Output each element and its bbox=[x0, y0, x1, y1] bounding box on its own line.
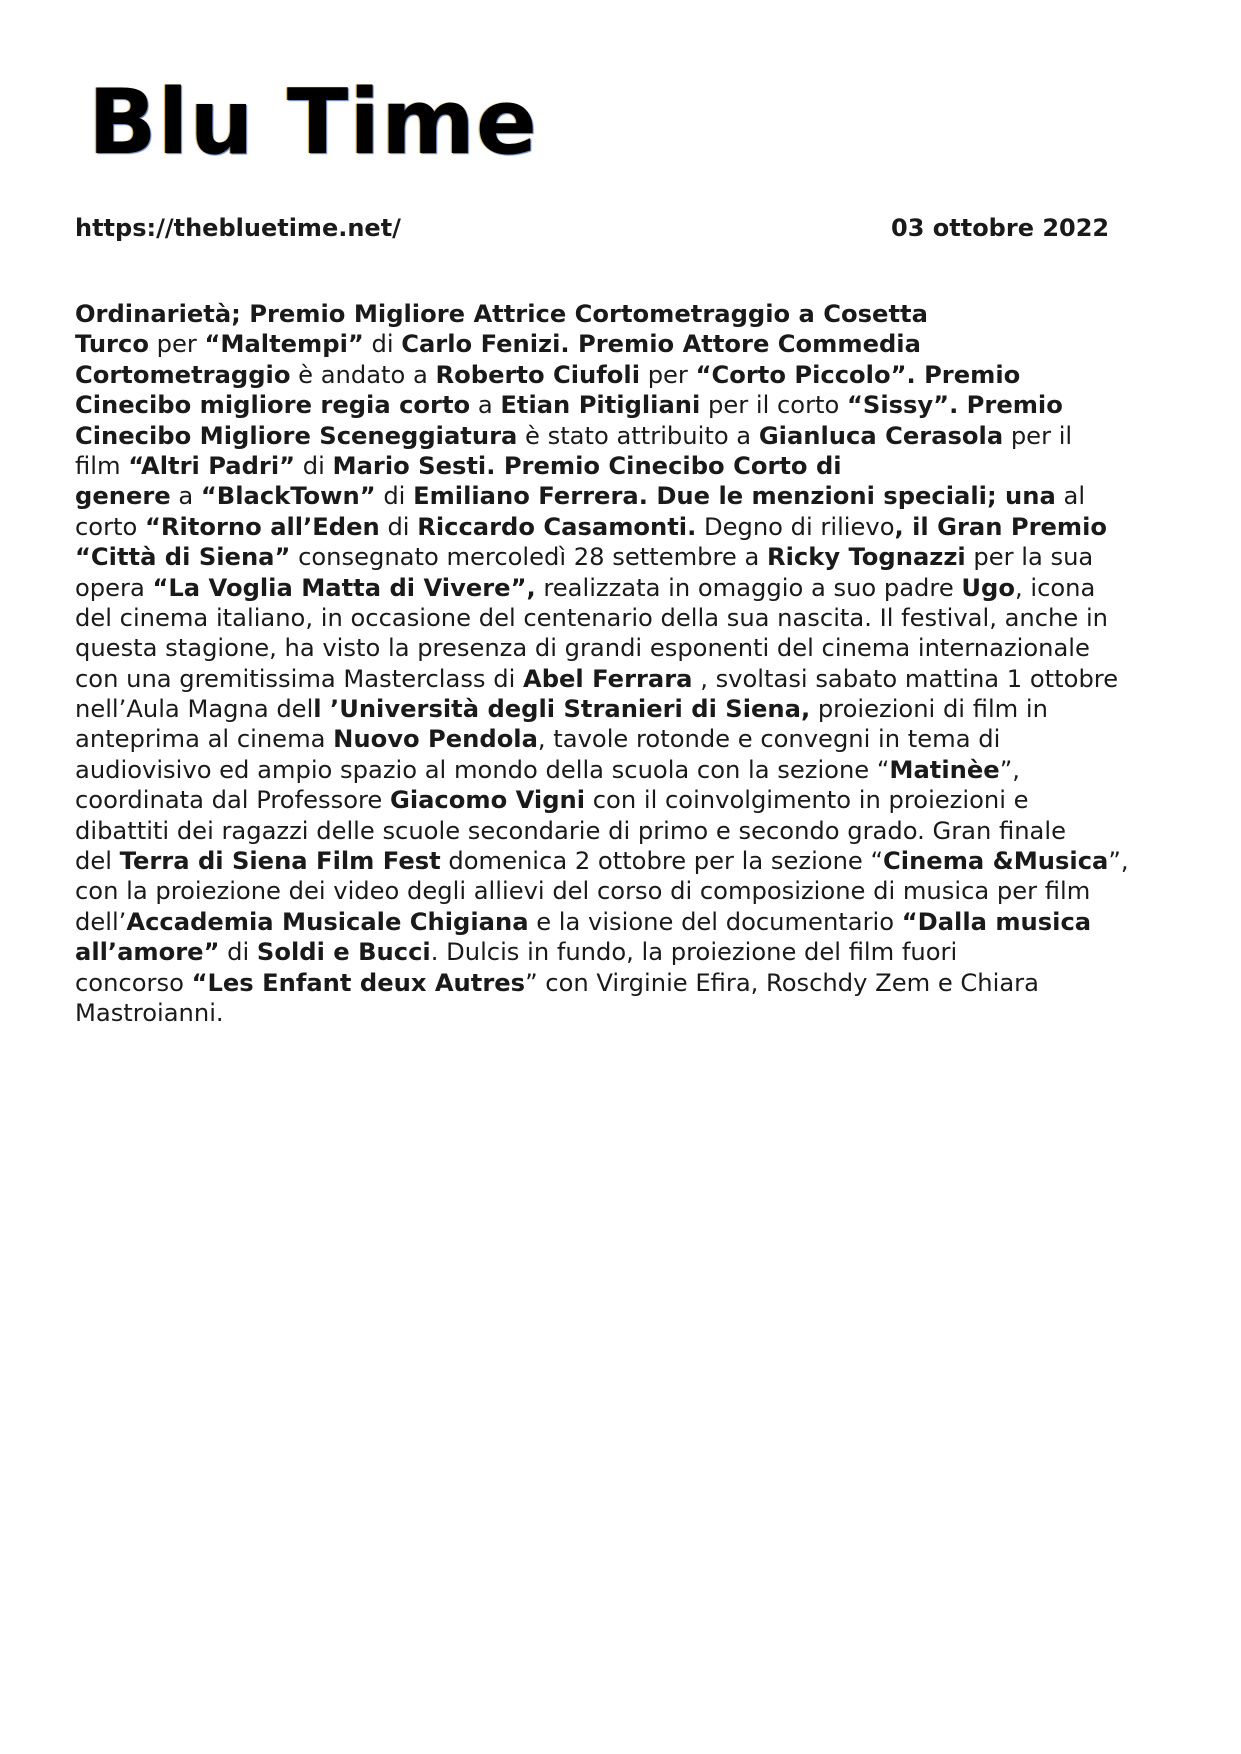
article-bold-text: “Corto Piccolo”. Premio bbox=[695, 360, 1021, 389]
article-bold-text: Etian Pitigliani bbox=[500, 391, 701, 420]
article-text: ”, bbox=[1108, 847, 1129, 876]
article-text: a bbox=[170, 482, 201, 511]
article-line bbox=[75, 573, 1175, 603]
article-line bbox=[75, 299, 1175, 329]
publication-date: 03 ottobre 2022 bbox=[891, 214, 1110, 242]
article-line bbox=[75, 633, 1175, 663]
article-line bbox=[75, 907, 1175, 937]
article-text: Degno di rilievo bbox=[696, 512, 895, 541]
article-bold-text: Ricky Tognazzi bbox=[766, 543, 966, 572]
article-text: di bbox=[295, 451, 333, 480]
article-line bbox=[75, 390, 1175, 420]
article-body bbox=[75, 299, 1175, 1028]
article-bold-text: Abel Ferrara bbox=[522, 664, 693, 693]
article-text: corto bbox=[75, 512, 146, 541]
article-text: realizzata in omaggio a suo padre bbox=[535, 573, 962, 602]
article-text: per il corto bbox=[700, 391, 847, 420]
article-text: nell’Aula Magna del bbox=[75, 695, 314, 724]
article-text: ” con Virginie Efira, Roschdy Zem e Chiara bbox=[525, 968, 1039, 997]
article-text: di bbox=[375, 482, 414, 511]
article-bold-text: Cinecibo migliore regia corto bbox=[75, 391, 471, 420]
article-text: , icona bbox=[1014, 573, 1096, 602]
article-bold-text: “Altri Padri” bbox=[128, 451, 296, 480]
article-text: di bbox=[219, 938, 257, 967]
article-text: audiovisivo ed ampio spazio al mondo della scuola con la sezione “ bbox=[75, 755, 890, 784]
article-bold-text: “Dalla musica bbox=[901, 907, 1092, 936]
article-text: per bbox=[640, 360, 696, 389]
article-text: per la sua bbox=[965, 543, 1094, 572]
article-bold-text: Matinèe bbox=[889, 755, 1000, 784]
article-text: film bbox=[75, 451, 129, 480]
article-bold-text: , il Gran Premio bbox=[894, 512, 1108, 541]
article-line bbox=[75, 816, 1175, 846]
article-line bbox=[75, 846, 1175, 876]
article-text: concorso bbox=[75, 968, 192, 997]
article-bold-text: Roberto Ciufoli bbox=[435, 360, 640, 389]
article-text: a bbox=[470, 391, 501, 420]
article-bold-text: “Maltempi” bbox=[204, 330, 364, 359]
source-url: https://thebluetime.net/ bbox=[75, 214, 401, 242]
article-line bbox=[75, 937, 1175, 967]
article-bold-text: Ordinarietà; Premio Migliore Attrice Cortometraggio a Cosetta bbox=[75, 300, 928, 328]
article-bold-text: Accademia Musicale Chigiana bbox=[126, 907, 529, 936]
article-line bbox=[75, 998, 1175, 1028]
article-bold-text: Riccardo Casamonti. bbox=[417, 512, 697, 541]
article-text: al bbox=[1055, 482, 1086, 511]
article-text: di bbox=[379, 512, 418, 541]
article-bold-text: Turco bbox=[75, 330, 149, 359]
article-bold-text: all’amore” bbox=[75, 938, 220, 967]
article-bold-text: Gianluca Cerasola bbox=[758, 421, 1004, 450]
article-bold-text: Carlo Fenizi. Premio Attore Commedia bbox=[401, 330, 921, 359]
article-bold-text: genere bbox=[75, 482, 171, 511]
article-text: anteprima al cinema bbox=[75, 725, 334, 754]
article-text: per bbox=[148, 330, 205, 359]
article-line bbox=[75, 451, 1175, 481]
article-line bbox=[75, 542, 1175, 572]
article-line bbox=[75, 329, 1175, 359]
article-bold-text: Giacomo Vigni bbox=[389, 786, 586, 815]
article-line bbox=[75, 724, 1175, 754]
article-text: dibattiti dei ragazzi delle scuole secondarie di primo e secondo grado. Gran finale bbox=[75, 816, 1066, 845]
article-line bbox=[75, 512, 1175, 542]
article-text: con una gremitissima Masterclass di bbox=[75, 664, 523, 693]
article-text: è andato a bbox=[290, 360, 436, 389]
article-bold-text: “Les Enfant deux Autres bbox=[191, 968, 526, 997]
article-line bbox=[75, 694, 1175, 724]
article-text: con il coinvolgimento in proiezioni e bbox=[585, 786, 1029, 815]
article-bold-text: Terra di Siena Film Fest bbox=[119, 847, 441, 876]
article-text: proiezioni di film in bbox=[810, 695, 1048, 724]
article-line bbox=[75, 968, 1175, 998]
article-text: Mastroianni. bbox=[75, 998, 224, 1027]
article-text: per il bbox=[1003, 421, 1073, 450]
article-text: con la proiezione dei video degli allievi del corso di composizione di musica per film bbox=[75, 877, 1091, 906]
article-text: ”, bbox=[999, 755, 1020, 784]
article-text: , svoltasi sabato mattina 1 ottobre bbox=[692, 664, 1119, 693]
article-line bbox=[75, 755, 1175, 785]
article-text: è stato attribuito a bbox=[517, 421, 759, 450]
article-line bbox=[75, 664, 1175, 694]
article-line bbox=[75, 421, 1175, 451]
masthead-logo: Blu Time bbox=[88, 70, 538, 175]
article-line bbox=[75, 603, 1175, 633]
article-line bbox=[75, 785, 1175, 815]
article-line bbox=[75, 360, 1175, 390]
article-text: domenica 2 ottobre per la sezione “ bbox=[440, 847, 884, 876]
article-text: . Dulcis in fundo, la proiezione del film fuori bbox=[430, 938, 958, 967]
article-bold-text: “La Voglia Matta di Vivere”, bbox=[152, 573, 536, 602]
article-bold-text: Cinema &Musica bbox=[883, 847, 1109, 876]
article-bold-text: “Sissy”. Premio bbox=[847, 391, 1063, 420]
article-bold-text: Soldi e Bucci bbox=[256, 938, 431, 967]
article-bold-text: Ugo bbox=[961, 573, 1015, 602]
article-bold-text: Cinecibo Migliore Sceneggiatura bbox=[75, 421, 518, 450]
article-text: e la visione del documentario bbox=[528, 907, 902, 936]
article-text: , tavole rotonde e convegni in tema di bbox=[537, 725, 1001, 754]
article-bold-text: Mario Sesti. Premio Cinecibo Corto di bbox=[332, 451, 842, 480]
article-text: di bbox=[363, 330, 402, 359]
article-line bbox=[75, 876, 1175, 906]
article-line bbox=[75, 481, 1175, 511]
article-bold-text: Nuovo Pendola bbox=[333, 725, 538, 754]
article-bold-text: l ’Università degli Stranieri di Siena, bbox=[313, 695, 811, 724]
article-text: del cinema italiano, in occasione del centenario della sua nascita. Il festival, anche in bbox=[75, 603, 1108, 632]
article-text: coordinata dal Professore bbox=[75, 786, 390, 815]
article-bold-text: “Città di Siena” bbox=[75, 543, 291, 572]
article-text: del bbox=[75, 847, 120, 876]
article-text: questa stagione, ha visto la presenza di grandi esponenti del cinema internazionale bbox=[75, 634, 1090, 663]
article-text: opera bbox=[75, 573, 153, 602]
article-text: consegnato mercoledì 28 settembre a bbox=[290, 543, 767, 572]
article-bold-text: Cortometraggio bbox=[75, 360, 291, 389]
article-text: dell’ bbox=[75, 907, 127, 936]
article-bold-text: Emiliano Ferrera. Due le menzioni speciali; una bbox=[413, 482, 1056, 511]
article-bold-text: “Ritorno all’Eden bbox=[145, 512, 380, 541]
article-bold-text: “BlackTown” bbox=[200, 482, 376, 511]
